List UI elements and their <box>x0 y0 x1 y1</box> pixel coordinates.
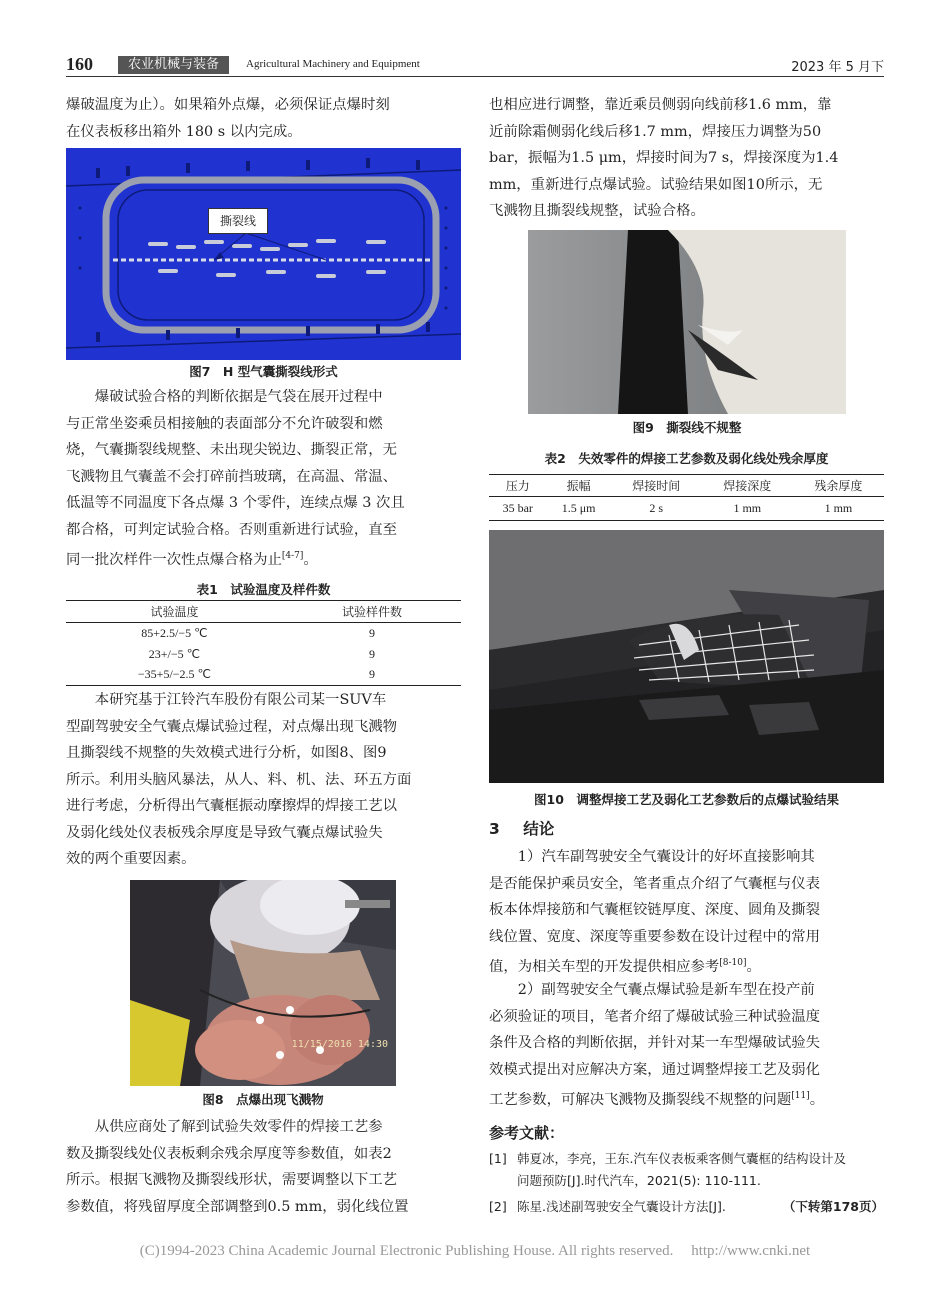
text-line: 低温等不同温度下各点爆 3 个零件，连续点爆 3 次且 <box>66 495 405 511</box>
figure-7-caption: 图7 H 型气囊撕裂线形式 <box>189 364 338 379</box>
text-line: 1）汽车副驾驶安全气囊设计的好坏直接影响其 <box>517 849 815 865</box>
page-number: 160 <box>66 54 93 74</box>
text-line: 爆破试验合格的判断依据是气袋在展开过程中 <box>94 389 383 405</box>
reference-1 <box>489 1148 884 1192</box>
table-row: 85+2.5/−5 ℃ 9 <box>141 625 375 640</box>
ref-number: [2] <box>489 1199 507 1214</box>
text-line: 飞溅物且撕裂线规整，试验合格。 <box>489 203 705 219</box>
text-line: 及弱化线处仪表板残余厚度是导致气囊点爆试验失 <box>66 824 383 841</box>
text-line: 是否能保护乘员安全，笔者重点介绍了气囊框与仪表 <box>489 875 820 892</box>
text-line: 近前除霜侧弱化线后移1.7 mm，焊接压力调整为50 <box>489 123 822 140</box>
text-line: 值，为相关车型的开发提供相应参考[8-10]。 <box>489 958 761 975</box>
figure-7-diagram <box>66 148 461 360</box>
left-para3 <box>66 687 461 873</box>
text-line: 爆破温度为止）。如果箱外点爆，必须保证点爆时刻 <box>66 97 390 113</box>
text-line: 与正常坐姿乘员相接触的表面部分不允许破裂和燃 <box>66 415 383 432</box>
photo-timestamp: 11/15/2016 14:30 <box>291 1039 388 1050</box>
issue-date: 2023 年 5 月下 <box>791 60 884 75</box>
ref-number: [1] <box>489 1151 507 1166</box>
table-row: −35+5/−2.5 ℃ 9 <box>66 665 461 686</box>
figure-9-caption: 图9 撕裂线不规整 <box>632 420 742 435</box>
section-number: 3 <box>489 820 500 838</box>
header-rule <box>66 76 884 77</box>
citation: [8-10] <box>719 958 747 968</box>
table-header: 焊接深度 <box>723 479 772 493</box>
text-line: 数及撕裂线处仪表板剩余残余厚度等参数值，如表2 <box>66 1145 392 1162</box>
text-line: 板本体焊接筋和气囊框铰链厚度、深度、圆角及撕裂 <box>489 902 820 918</box>
text-line: 必须验证的项目，笔者介绍了爆破试验三种试验温度 <box>489 1008 820 1025</box>
text-line: 进行考虑，分析得出气囊框振动摩擦焊的焊接工艺以 <box>66 798 397 814</box>
table-header: 压力 <box>505 479 530 493</box>
left-para2 <box>66 384 461 573</box>
citation: [11] <box>791 1091 810 1101</box>
citation: [4-7] <box>281 551 304 561</box>
text-line: 条件及合格的判断依据，并针对某一车型爆破试验失 <box>489 1035 820 1051</box>
table-2 <box>489 474 884 521</box>
table-header: 残余厚度 <box>814 479 863 493</box>
conclusion-1 <box>489 844 884 980</box>
text-line: 效的两个重要因素。 <box>66 851 196 867</box>
figure-10-photo <box>489 530 884 783</box>
journal-title-cn: 农业机械与装备 <box>118 56 229 74</box>
text-line: 都合格，可判定试验合格。否则重新进行试验，直至 <box>66 521 397 538</box>
copyright-text: (C)1994-2023 China Academic Journal Electronic Publishing House. All rights reserved. <box>139 1243 674 1259</box>
text-line: 也相应进行调整，靠近乘员侧弱向线前移1.6 mm，靠 <box>489 97 832 113</box>
left-para1 <box>66 92 461 145</box>
table-row: 23+/−5 ℃ 9 <box>148 646 375 661</box>
section-heading <box>489 817 554 839</box>
table-header: 振幅 <box>566 479 591 493</box>
table-1 <box>66 600 461 686</box>
figure-8-caption: 图8 点爆出现飞溅物 <box>202 1092 324 1107</box>
text-line: 参数值，将残留厚度全部调整到0.5 mm，弱化线位置 <box>66 1198 409 1215</box>
text-line: 2）副驾驶安全气囊点爆试验是新车型在投产前 <box>517 982 815 998</box>
text-line: 线位置、宽度、深度等重要参数在设计过程中的常用 <box>489 928 820 945</box>
journal-title-en: Agricultural Machinery and Equipment <box>246 58 420 70</box>
text-line: 同一批次样件一次性点爆合格为止[4-7]。 <box>66 551 318 568</box>
text-line: 在仪表板移出箱外 180 s 以内完成。 <box>66 123 302 140</box>
text-line: bar，振幅为1.5 μm，焊接时间为7 s，焊接深度为1.4 <box>489 150 839 166</box>
text-line: 且撕裂线不规整的失效模式进行分析，如图8、图9 <box>66 745 387 761</box>
text-line: 烧，气囊撕裂线规整、未出现尖锐边、撕裂正常，无 <box>66 442 397 458</box>
tear-line-label: 撕裂线 <box>208 208 268 234</box>
reference-2 <box>489 1196 884 1218</box>
conclusion-2 <box>489 977 884 1113</box>
text-line: 工艺参数，可解决飞溅物及撕裂线不规整的问题[11]。 <box>489 1091 825 1108</box>
text-line: 本研究基于江铃汽车股份有限公司某一SUV车 <box>94 692 387 708</box>
text-line: 所示。根据飞溅物及撕裂线形状，需要调整以下工艺 <box>66 1172 397 1188</box>
continued-note: （下转第178页） <box>782 1199 884 1214</box>
table-header: 试验样件数 <box>341 605 402 619</box>
cnki-link[interactable]: http://www.cnki.net <box>691 1243 811 1259</box>
section-title: 结论 <box>523 820 555 838</box>
copyright-footer <box>0 1243 950 1260</box>
figure-9-photo <box>528 230 846 414</box>
text-line: 效模式提出对应解决方案，通过调整焊接工艺及弱化 <box>489 1061 820 1078</box>
figure-8-photo <box>130 880 396 1086</box>
text-line: 问题预防[J].时代汽车，2021(5): 110-111. <box>517 1173 761 1188</box>
ref-text: 陈星.浅述副驾驶安全气囊设计方法[J]. <box>517 1199 726 1214</box>
right-para1 <box>489 92 884 225</box>
table-header: 焊接时间 <box>632 479 681 493</box>
table-2-caption: 表2 失效零件的焊接工艺参数及弱化线处残余厚度 <box>544 451 829 466</box>
left-para4 <box>66 1114 461 1220</box>
table-header: 试验温度 <box>150 605 199 619</box>
text-line: 型副驾驶安全气囊点爆试验过程，对点爆出现飞溅物 <box>66 718 397 735</box>
text-line: 从供应商处了解到试验失效零件的焊接工艺参 <box>94 1119 383 1135</box>
text-line: 所示。利用头脑风暴法，从人、料、机、法、环五方面 <box>66 771 412 788</box>
table-1-caption: 表1 试验温度及样件数 <box>196 582 331 597</box>
text-line: mm，重新进行点爆试验。试验结果如图10所示，无 <box>489 176 823 193</box>
text-line: 飞溅物且气囊盖不会打碎前挡玻璃，在高温、常温、 <box>66 468 397 485</box>
table-row: 35 bar 1.5 μm 2 s 1 mm 1 mm <box>489 497 884 521</box>
references-heading: 参考文献： <box>489 1124 565 1142</box>
text-line: 韩夏冰，李亮，王东.汽车仪表板乘客侧气囊框的结构设计及 <box>517 1151 846 1166</box>
figure-10-caption: 图10 调整焊接工艺及弱化工艺参数后的点爆试验结果 <box>534 792 839 807</box>
